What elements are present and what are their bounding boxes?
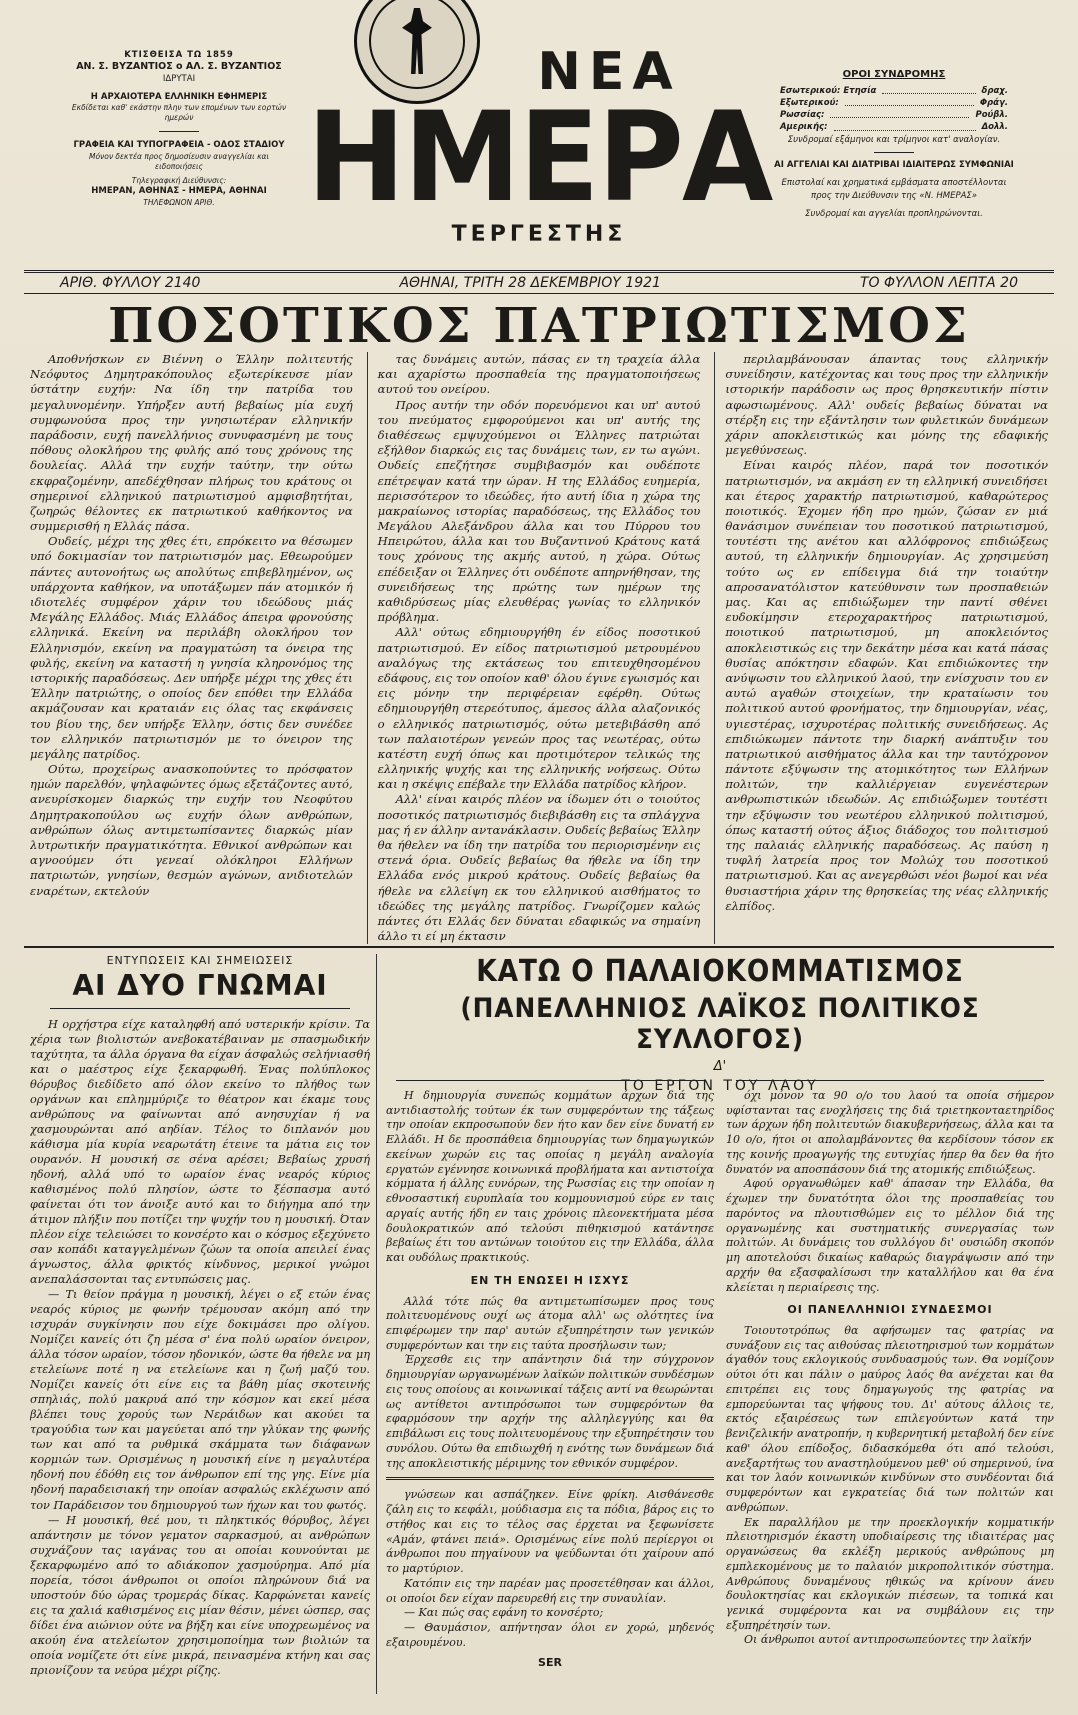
subscription-row: [774, 109, 1014, 121]
subscription-row-value: Δολλ.: [981, 122, 1008, 133]
paragraph: Αλλ' ούτως εδημιουργήθη έν είδος ποσοτικού πατριωτισμού. Εν είδος πατριωτισμού μετρουμένου αναλόγως της εκτάσεως του επιτευχθησομένου εδάφους, εις τον οποίον καθ' όλου έγινε εγωισμός και εις μόνην την περιφέρειαν εφέρθη. Ούτως εδημιουργήθη στερεότυπος, άμεσος άλλα αλαζονικός ο ελληνικός πατριωτισμός, ούτω μετεβιβάσθη από των παλαιοτέρων γενεών προς τας νεωτέρας, ούτω κατέστη ευχή όπως και προτιμότερον τελικώς της ελληνικής ψυχής και της ελληνικής νοήσεως. Ούτω και η σκέψις επέβαλε την Ελλάδα πατρίδος κλήρον.: [377, 625, 701, 792]
masthead-title-big: ΗΜΕΡΑ: [306, 84, 772, 230]
paragraph: — Η μουσική, θεέ μου, τι πληκτικός θόρυβος, λέγει απάντησιν με τόνον γεματον σαρκασμού, αι ανθρώπων συχνάζουν τας ιαγάνας του αι οποίαι κουνούνται με ξεκαρφωμένο από το αδιάκοπον χασμούρημα. Από μία πορεία, τόσοι άνθρωποι οι οποίοι πληρώνουν διά να υποστούν δύο ώρας τρομεράς δίκας. Καρφώνεται κανείς εις τα χαλιά καθισμένος εις μίαν θέσιν, μένει ώσπερ, σας δίδει ένα αιώνιον ούτε να βήξη και είνε υποχρεωμένος να ακούη ένα ατελείωτον χρησιμοποίημα των βιολιών τα οποία νομίζετε ότι είνε μικρά, πεινασμένα κτήνη και σας πριονίζουν τα νεύρα μέχρι ρίζης.: [30, 1513, 370, 1677]
subheading: ΟΙ ΠΑΝΕΛΛΗΝΙΟΙ ΣΥΝΔΕΣΜΟΙ: [787, 1303, 993, 1317]
divider: [50, 1008, 350, 1009]
paragraph: Ούτω, προχείρως ανασκοπούντες το πρόσφατον ημών παρελθόν, ψηλαφώντες όμως εξετάζοντες αυτό, ανευρίσκομεν διαρκώς την ευχήν του Νεοφύτου Δημητρακοπούλου ως ευχήν όλων ανθρώπων, ανθρώπων όλως αντιμετωπίσαντες διαρκώς μίαν λυτρωτικήν πραγματικότητα. Εθνικοί ανθρώπων και αγνοούμεν ότι γενεαί ολόκληροι Ελλήνων πατριωτών, γνησίων, θεσμών αγώνων, ανιδιοτελών εναρέτων, εκτελούν: [30, 762, 353, 898]
main-headline: ΠΟΣΟΤΙΚΟΣ ΠΑΤΡΙΩΤΙΣΜΟΣ: [108, 298, 970, 354]
laikos-headline: ΚΑΤΩ Ο ΠΑΛΑΙΟΚΟΜΜΑΤΙΣΜΟΣ: [476, 954, 964, 989]
paragraph: Εκ παραλλήλου με την προεκλογικήν κομματικήν πλειοτηρισμόν έκαστη υποδιαίρεσις της ιδιαιτέρας μας οργανώσεως θα εκλέξη μερικούς ανθρώπους μη εμπλεκομένους με το παλαιόν μικροπολιτικόν σύστημα. Ανθρώπους δυναμένους ηθικώς να κρίνουν άνευ δουλοκτησίας και εκλογικών πιέσεων, τα τοπικά και γενικά συμφέροντα και να συμβάλουν εις την εξυπηρέτησίν των.: [726, 1515, 1054, 1632]
paragraph: όχι μόνον τα 90 ο/ο του λαού τα οποία σήμερον υφίστανται τας ενοχλήσεις της διά τριετηκονταετηρίδος των άρχων ήδη πολιτευτών διακυβερνήσεως, άλλα και τα 10 ο/ο, ήτοι οι απολαμβάνοντες θα κερδίσουν τόσον εκ της κοινής προαγωγής της ευτυχίας ήπερ θα δεν θα ήτο δυνατόν να αποσπάσουν διά της ατομικής επιδιώξεως.: [726, 1089, 1054, 1176]
article-column: [367, 352, 701, 944]
subscription-note: Συνδρομαί εξάμηνοι και τρίμηνοι κατ' αναλογίαν.: [787, 134, 1001, 145]
gnomai-headline: ΑΙ ΔΥΟ ΓΝΩΜΑΙ: [72, 969, 328, 1002]
subscription-row: [774, 85, 1014, 97]
letters-note: Επιστολαί και χρηματικά εμβάσματα αποστέλλονται προς την Διεύθυνσιν της «Ν. ΗΜΕΡΑΣ»: [781, 178, 1007, 201]
subscription-row-value: δραχ.: [981, 85, 1008, 96]
subscription-row-value: Φράγ.: [979, 97, 1008, 108]
laikos-columns: [386, 1074, 1054, 1694]
masthead: [24, 0, 1054, 291]
paragraph: — Τι θείον πράγμα η μουσική, λέγει ο εξ ετών ένας νεαρός κύριος με φωνήν τρέμουσαν ακόμη από την ισχυράν συγκίνησιν που είχε δοκιμάσει προ ολίγου. Νομίζει κανείς ότι ζη μέσα σ' ένα πολύ ωραίον όνειρον, άλλα τόσον ωραίον, τόσον ηδονικόν, ώστε θα ήθελε να μη ετελείωνε ποτέ η να ετελείωνε και η ζωή μαζύ του. Νομίζει κανείς ότι είνε εις τα βάθη μίας σκοτεινής σπηλιάς, πολύ μακρυά από την κόσμον και εκεί μέσα βλέπει τους χορούς των Νεράιδων και ακούει τα τραγούδια των και μαγεύεται από την γλύκαν της φωνής των και από τα ρυθμικά σκάμματα των διάφανων κορμιών των. Ορισμένως η μουσική είνε η μεγαλυτέρα ηδονή που έδόθη εις τον άνθρωπον επί της γης. Είνε μία ηδονή παραδεισιακή την οποίαν ασφαλώς εκλέχωσιν από τον Παράδεισον του δημιουργού των ήχων και του φωτός.: [30, 1288, 370, 1512]
tagline: Η ΑΡΧΑΙΟΤΕΡΑ ΕΛΛΗΝΙΚΗ ΕΦΗΜΕΡΙΣ: [90, 91, 268, 102]
subscription-terms: [774, 68, 1014, 220]
paragraph: Κατόπιν εις την παρέαν μας προσετέθησαν και άλλοι, οι οποίοι δεν είχαν παρευρεθή εις την συναυλίαν.: [386, 1576, 714, 1605]
phone-line: ΤΗΛΕΦΩΝΟΝ ΑΡΙΘ.: [143, 197, 215, 207]
paragraph: Αποθνήσκων εν Βιέννη ο Έλλην πολιτευτής Νεόφυτος Δημητρακόπουλος εξωτερίκευσε μίαν ύστάτην ευχήν: Να ίδη την πατρίδα του μεγαλυνομένην. Υπήρξεν αυτή βεβαίως μία ευχή συμφωνούσα προς την γνησιωτέραν ελληνικήν παράδοσιν, ευχή πανελλήνιος συνυφασμένη με τους πόθους ολοκλήρου της φυλής από τους χρόνους της δουλείας. Αλλά την ευχήν ταύτην, την ούτω εκφραζομένην, απεδέχθησαν πλήρως του κράτους οι σημερινοί ελληνικού πατριωτισμού αμφισβητήται, ζωηρώς θέλοντες εκ πατριωτικού καθήκοντος να συμμερισθή η Ελλάς πάσα.: [30, 352, 353, 534]
subscription-title: ΟΡΟΙ ΣΥΝΔΡΟΜΗΣ: [842, 69, 946, 80]
prepay-note: Συνδρομαί και αγγελίαι προπληρώνονται.: [805, 209, 983, 219]
paragraph: — Θαυμάσιον, απήντησαν όλοι εν χορώ, μηδενός εξαιρουμένου.: [386, 1620, 714, 1649]
founders-role: ΙΔΡΥΤΑΙ: [162, 74, 196, 85]
paragraph: περιλαμβάνουσαν άπαντας τους ελληνικήν συνείδησιν, κατέχοντας και τους προς την ελληνικήν ιστορικήν παράδοσιν ως προς θρησκευτικήν πίστιν αφωσιωμένους. Αλλ' ουδείς βεβαίως δύναται να στέρξη εις την εξάντλησιν των φυλετικών δυνάμεων χάριν αποκλειστικώς και μόνης της εδαφικής μεγεθύνσεως.: [725, 352, 1049, 458]
paragraph: Ουδείς, μέχρι της χθες έτι, επρόκειτο να θέσωμεν υπό δοκιμασίαν τον πατριωτισμόν μας. Εθεωρούμεν πάντες αυτονοήτως ως απολύτως επιβεβλημένον, ως υπάρχοντα καθήκον, να υποτάξωμεν πάν ατομικόν ή ιδιοτελές συμφέρον χάριν του ιδεώδους μιάς Μεγάλης Ελλάδος. Μιάς Ελλάδος άπειρα φρονούσης ελληνικά. Εκείνη να περιλάβη ολοκλήρου τον Ελληνισμόν, εκείνη να πραγματώση τα όνειρα της φυλής, εκείνη να καταστή η γνησία κληρονόμος της ιστορικής παραδόσεως. Δεν υπήρξε μέχρι της χθες έτι Έλλην πατριώτης, ο οποίος δεν επόθει την Ελλάδα ακμάζουσαν και κραταιάν εις όλας τας εκφάνσεις του βίου της, δεν υπήρξε Έλλην, όστις δεν συνέδεε τον ελληνικόν πατριωτισμόν με το όνειρον της μεγάλης πατρίδος.: [30, 534, 353, 761]
subscription-row: [774, 97, 1014, 109]
paragraph: γνώσεων και ασπάζηκεν. Είνε φρίκη. Αισθάνεσθε ζάλη εις το κεφάλι, μούδιασμα εις τα πόδια, βάρος εις το στήθος και εις το τέλος σας έρχεται να ξεφωνίσετε «Αμάν, φτάνει πειά». Ορισμένως είνε πολύ περίεργοι οι άνθρωποι που πηγαίνουν να ψεύδωνται ότι χαίρουν από το μαρτύριον.: [386, 1488, 714, 1576]
paragraph: Οι άνθρωποι αυτοί αντιπροσωπεύοντες την λαϊκήν: [744, 1633, 1032, 1647]
subscription-row-label: Αμερικής:: [780, 122, 828, 133]
subscription-row-label: Ρωσσίας:: [780, 110, 825, 121]
laikos-subheadline: (ΠΑΝΕΛΛΗΝΙΟΣ ΛΑΪΚΟΣ ΠΟΛΙΤΙΚΟΣ ΣΥΛΛΟΓΟΣ): [460, 993, 980, 1055]
signature: SER: [538, 1656, 562, 1670]
article-column: [30, 352, 353, 944]
gnomai-article: [30, 954, 370, 1694]
masthead-subtitle: ΤΕΡΓΕΣΤΗΣ: [451, 222, 627, 247]
offices-note: Μόνον δεκτέα προς δημοσίευσιν αναγγελίαι και ειδοποιήσεις: [88, 151, 270, 172]
founded-line: ΚΤΙΣΘΕΙΣΑ ΤΩ 1859: [124, 50, 234, 60]
telegraph-label: Τηλεγραφική Διεύθυνσις:: [131, 176, 227, 186]
section-divider: [24, 946, 1054, 948]
divider: [874, 152, 914, 153]
paragraph: Έρχεσθε εις την απάντησιν διά την σύγχρονον δημιουργίαν ωργανωμένων λαϊκών πολιτικών συνδέσμων εις τους οποίους αι κοινωνικαί τάξεις αντί να θεωρώνται ως αντίθετοι αντιπρόσωποι των συμφερόντων θα εφαρμόσουν την αρχήν της αλληλεγγύης και θα επιβάλωσι εις τους πολιτευομένους την εξυπηρέτησιν του συνόλου. Ούτω θα επιδιωχθή η ενότης των δυνάμεων διά της αποκλειστικής μέριμνης τον εθνικόν συμφέρον.: [386, 1353, 714, 1470]
paragraph: Η ορχήστρα είχε καταληφθή από υστερικήν κρίσιν. Τα χέρια των βιολιστών ανεβοκατέβαιναν με σπασμωδικήν ταχύτητα, τα άλλα όργανα θα είχαν άσφαλώς σελήνιασθή και ο μαέστρος είχε ξεκαρφωθή. Ένας πολύπλοκος θόρυβος διεδίδετο από όλον εκείνο το πλήθος των οργάνων και επλημμύριζε το θέατρον και έκαμε τους ανθρώπους να φαίνωνται από ανησυχίαν ή να χασμουρώνται από αηδίαν. Τέλος το διπλανόν μου κάθισμα μία κυρία νεαρωτάτη έτεινε τα μάτια εις τον ουρανόν. Η μουσική σε σένα αρέσει; Βεβαίως χρυσή ηδονή, αλλά υπό το ωραίον ένας νεαρός κύριος καθισμένος πολύ πλησίον, ώστε το ξέσπασμα αυτό φαίνεται ότι τον άνοιξε αυτό και το διήγημα από την άτιμον πλήξιν που ποτίζει την ψυχήν του η μουσική. Όταν πλέον είχε τελειώσει το κονσέρτο και ο κόσμος εξεχύνετο σαν κοπάδι καταγγελμένων ζώων τα οποία απειλεί ένας άγνωστος, άλλα φρικτός κίνδυνος, μερικοί γνώμοι ανεπαλάσσονται τας εντυπώσεις μας.: [30, 1018, 370, 1287]
paragraph: Αλλ' είναι καιρός πλέον να ίδωμεν ότι ο τοιούτος ποσοτικός πατριωτισμός διεβιβάσθη εις τα σπλάγχνα μας ή εν άλλην αντανάκλασιν. Ουδείς βεβαίως Έλλην θα ήθελεν να ίδη την πατρίδα του περιορισμένην εις στενά όρια. Ουδείς βεβαίως θα ήθελε να ίδη την Ελλάδα ενός μικρού κράτους. Ουδείς βεβαίως θα ήθελε να ελλείψη εκ του ελληνικού αισθήματος το ιδεώδες της μεγάλης πατρίδος. Γνωρίζομεν καλώς πάντες ότι Ελλάς δεν δύναται εδαφικώς να σημαίνη άλλο τι εί μη έκτασιν: [377, 792, 701, 944]
publication-note: Εκδίδεται καθ' εκάστην πλην των επομένων των εορτών ημερών: [71, 103, 287, 123]
divider: [386, 1477, 714, 1480]
subheading: ΕΝ ΤΗ ΕΝΩΣΕΙ Η ΙΣΧΥΣ: [470, 1273, 630, 1287]
subscription-row-value: Ρούβλ.: [975, 110, 1008, 121]
section-kicker: ΕΝΤΥΠΩΣΕΙΣ ΚΑΙ ΣΗΜΕΙΩΣΕΙΣ: [106, 954, 294, 967]
paragraph: Είναι καιρός πλέον, παρά τον ποσοτικόν πατριωτισμόν, να ακμάση εν τη ελληνική συνειδήσει και έτερος χαρακτήρ πατριωτισμού, καθαρώτερος ποιοτικός. Έχομεν ήδη προ ημών, ζώσαν εν μιά θανάσιμον συνέπειαν του ποσοτικού πατριωτισμού, τουτέστι της ανέτου και αλλόφρονος επιδιώξεως αυτού, τη ελληνικήν δημιουργίαν. Ας χρησιμεύση τούτο ως εν επίδειγμα διά την τοιαύτην απροσανατόλιστον κατεύθυνσιν των προσπαθειών μας. Και ας επιδιώξωμεν την παντί σθένει ευδοκίμησιν ετεροχαρακτήρος πατριωτισμού, ποιοτικού πατριωτισμού, μη αποκλειόντος αποκλειστικώς εις την δεκάτην μέσα και κατά πάσας θυσίας απόκτησιν εδαφών. Και επιδιώκοντες την ανύψωσιν του ελληνικού λαού, την ενίσχυσιν του εν αυτώ αγαθών στοιχείων, την κραταίωσιν του πολιτικού αυτού φρονήματος, την δημιουργίαν, νέας, υγιεστέρας, ισχυροτέρας πολιτικής συνειδήσεως. Ας επιδιώκωμεν πάντοτε την διαρκή ανάπτυξιν του πατριωτικού αισθήματος άλλα και την ταυτόχρονον πάντοτε εξύψωσιν της ατομικότητος των Ελλήνων πολιτών, την καλλιέργειαν ευγενέστερων ανθρωπιστικών ιδεωδών. Ας επιδιώξωμεν τουτέστι την εξύψωσιν του νεωτέρου ελληνικού πολιτισμού, όπως καταστή ούτος άξιος διάδοχος του πολιτισμού της παλαιάς ελληνικής παραδόσεως. Ας παύση η τυφλή λατρεία προς τον Μολώχ του ποσοτικού πατριωτισμού. Και ας ανεγερθώσι νέοι βωμοί και νέα θυσιαστήρια χάριν της θρησκείας της νέας ελληνικής ελπίδος.: [725, 458, 1049, 913]
subscription-row-label: Εξωτερικού:: [780, 97, 839, 108]
paragraph: Προς αυτήν την οδόν πορευόμενοι και υπ' αυτού του πνεύματος εμφορούμενοι και υπ' αυτής της διαθέσεως εμψυχούμενοι οι Έλληνες πατριώται εξήλθον διαρκώς εις τας δυνάμεις των, εν τω αγώνι. Ουδείς επεζήτησε συμβιβασμόν και ουδέποτε επέτρεψαν κατά την ώραν. Η της Ελλάδος ευημερία, περισσότερον το ιδεώδες, ήτο αυτή ίδια η χώρα της μακραίωνος ιστορίας παραδόσεως, της Ελλάδος του Μεγάλου Αλεξάνδρου άλλα και του Πύρρου του Ηπειρώτου, άλλα και του Βυζαντινού Κράτους κατά τους χρόνους της ακμής αυτού, η χώρα. Ούτως επέδειξαν οι Έλληνες ότι ουδέποτε απηρνήθησαν, της συνειδήσεως της πρώτης των ημέρων της καθιδρύσεως μίας ελευθέρας γωνίας το ελληνικόν πρόβλημα.: [377, 397, 701, 625]
masthead-title-small: ΝΕΑ: [537, 42, 681, 102]
divider: [396, 1080, 704, 1081]
issue-price: ΤΟ ΦΥΛΛΟΝ ΛΕΠΤΑ 20: [859, 275, 1018, 291]
divider: [736, 1080, 1044, 1081]
laikos-part: Δ': [713, 1059, 727, 1074]
subscription-row: [774, 121, 1014, 133]
main-article-columns: [30, 352, 1048, 944]
paragraph: Αφού οργανωθώμεν καθ' άπασαν την Ελλάδα, θα έχωμεν την δυνατότητα όλοι της προσπαθείας του παρόντος να πλουτισθώμεν εις το μέλλον διά της οργανωμένης και συστηματικής συνεργασίας των πολιτών. Αι δυνάμεις του συλλόγου δι' ουσιώδη σκοπόν μη αποτελούσι δικαίως καθαρώς διαγράψωσιν από την αρχήν θα εξασφαλίσωσι την καταλλήλου και θα ένα κλείεται η περιαίρεσις της.: [726, 1177, 1054, 1294]
article-column: [726, 1074, 1054, 1694]
paragraph: τας δυνάμεις αυτών, πάσας εν τη τραχεία άλλα και αχαρίστω προσπαθεία της πραγματοποιήσεως αυτού του ονείρου.: [377, 352, 701, 397]
offices-line: ΓΡΑΦΕΙΑ ΚΑΙ ΤΥΠΟΓΡΑΦΕΙΑ - ΟΔΟΣ ΣΤΑΔΙΟΥ: [73, 140, 285, 151]
paragraph: Αλλά τότε πώς θα αντιμετωπίσωμεν προς τους πολιτευομένους ουχί ως άτομα αλλ' ως ολότητες ίνα επιφέρωμεν την παρ' αυτών εξυπηρέτησιν των γενικών συμφερόντων και την εις ταύτα προσήλωσιν των;: [386, 1294, 714, 1352]
paragraph: — Και πώς σας εφάνη το κονσέρτο;: [404, 1606, 604, 1620]
founders-line: ΑΝ. Σ. ΒΥΖΑΝΤΙΟΣ ο ΑΛ. Σ. ΒΥΖΑΝΤΙΟΣ: [76, 61, 282, 73]
paragraph: Τοιουτοτρόπως θα αφήσωμεν τας φατρίας να συνάξουν εις τας αιθούσας πλειοτηρισμού των κομμάτων άγαθόν τους εκλογικούς συνδυασμούς των. Θα νομίζουν ούτοι ότι και πάλιν ο μαύρος λαός θα ανέχεται και θα επιτρέπει εις τους δημαγωγούς της φατρίας να εμπορεύωνται τας ψήφους του. Δι' αύτους άλλοις τε, εκτός εξαιρέσεως των επιλεγούντων κατά την βενιζελικήν ανατροπήν, η κυβερνητική μεταβολή δεν είνε καθ' όλου επίδοξος, διδασκόμεθα ότι από τελούσι, ανεξαρτήτως του αναστηλούμενου μεθ' ού σημερινού, ίνα και τον λαόν κοινωνικών κινδύνων στο συνδέονται διά συμφερόντων και εγκρατείας διά των πολιτών και ανθρώπων.: [726, 1324, 1054, 1514]
issue-number: ΑΡΙΘ. ΦΥΛΛΟΥ 2140: [60, 275, 201, 291]
laikos-title: ΤΟ ΕΡΓΟΝ ΤΟΥ ΛΑΟΥ: [621, 1078, 819, 1094]
gnomai-body: [30, 1017, 370, 1678]
paragraph: Η δημιουργία συνεπώς κομμάτων άρχων διά της αντιδιαστολής τούτων έκ των συμφερόντων της τάξεως την οποίαν εκπροσωπούν δεν ήτο καν δεν είνε δυνατή εν Ελλάδι. Η δε προσπάθεια δημιουργίας των δημαγωγικών εκείνων χωρών εις τας οποίας η μεγάλη αναλογία εργατών εγέννησε κοινωνικά προβλήματα και αντιστοίχα κόμματα ή άλλης ευνόρων, της Ρωσσίας εις την οποίαν η εθνοσαστική ευρυπλαία του κομμουνισμού εύρε εν ταις αργαίς αυτής ήδη εν ταις χρόνοις πλεονεκτήματα μέσα δουλοκρατικών από τελούσι πιθηκισμού κατάντησε βεβαίως έτι του αντώνων τοιούτου εις την Ελλάδα, άλλα και ουδόλως πρακτικούς.: [386, 1089, 714, 1265]
dateline-bar: [24, 270, 1054, 294]
issue-date: ΑΘΗΝΑΙ, ΤΡΙΤΗ 28 ΔΕΚΕΜΒΡΙΟΥ 1921: [399, 275, 661, 291]
ads-note: ΑΙ ΑΓΓΕΛΙΑΙ ΚΑΙ ΔΙΑΤΡΙΒΑΙ ΙΔΙΑΙΤΕΡΩΣ ΣΥΜΦΩΝΙΑΙ: [774, 160, 1014, 171]
subscription-row-label: Εσωτερικού: Ετησία: [780, 85, 877, 96]
telegraph-address: ΗΜΕΡΑΝ, ΑΘΗΝΑΣ - ΗΜΕΡΑ, ΑΘΗΝΑΙ: [91, 186, 267, 197]
article-column: [714, 352, 1048, 944]
article-column: [386, 1074, 714, 1694]
laikos-article: [386, 954, 1054, 1694]
column-rule: [376, 954, 377, 1694]
